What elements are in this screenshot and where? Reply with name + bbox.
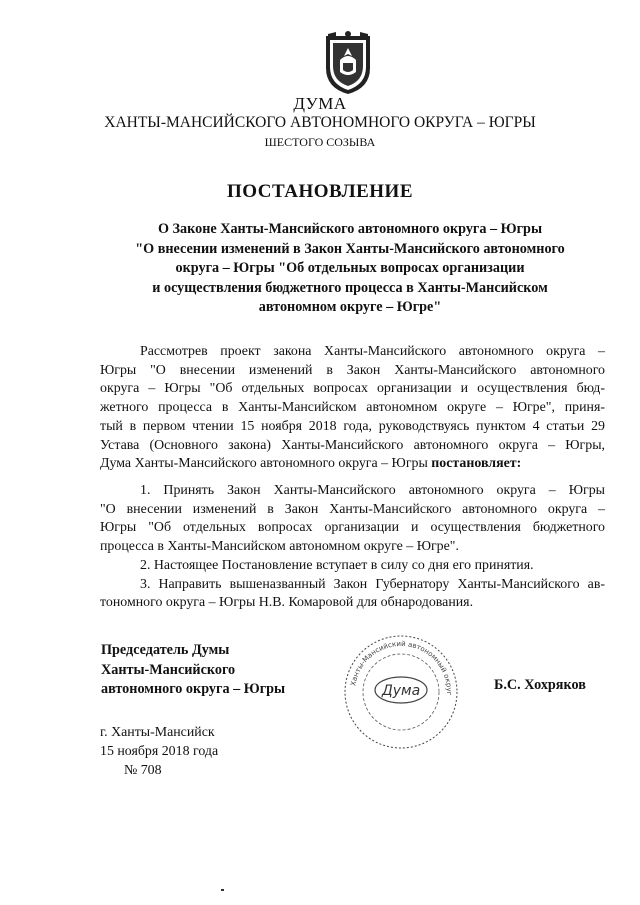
subject-line: автономном округе – Югре" [258,299,442,315]
preamble-line: жетного процесса в Ханты-Мансийском автономном округе – Югре", приня- [100,400,605,416]
place-of-adoption: г. Ханты-Мансийск [100,725,215,740]
decision-item-3-line: 3. Направить вышеназванный Закон Губернатору Ханты-Мансийского ав- [140,576,605,592]
preamble-line: Югры "О внесении изменений в Закон Ханты-Мансийского автономного [100,362,605,378]
scan-speck [221,889,224,891]
preamble-line: Дума Ханты-Мансийского автономного округа – Югры [100,456,428,472]
signer-title-line: автономного округа – Югры [101,681,286,697]
signer-title-line: Ханты-Мансийского [101,661,236,678]
region-name: ХАНТЫ-МАНСИЙСКОГО АВТОНОМНОГО ОКРУГА – ЮГРЫ [104,114,536,131]
resolves-word: постановляет: [431,456,522,472]
decision-item-1-line: 1. Принять Закон Ханты-Мансийского автономного округа – Югры [140,483,605,498]
subject-line: и осуществления бюджетного процесса в Ханты-Мансийском [152,279,548,296]
document-number: № 708 [124,763,162,779]
preamble-line: тый в первом чтении 15 ноября 2018 года, руководствуясь пунктом 4 статьи 29 [100,418,605,434]
preamble-line: округа – Югры "Об отдельных вопросах организации и осуществления бюд- [100,381,605,397]
date-of-adoption: 15 ноября 2018 года [100,744,219,760]
decision-item-1-line: Югры "Об отдельных вопросах организации и осуществления бюджетного [100,520,605,536]
document-subject [110,220,590,318]
signer-name: Б.С. Хохряков [494,677,586,693]
coat-of-arms-emblem-icon [322,30,374,96]
decision-item-1-line: процесса в Ханты-Мансийском автономном округе – Югре". [100,539,459,555]
convocation: ШЕСТОГО СОЗЫВА [264,135,376,149]
subject-line: округа – Югры "Об отдельных вопросах организации [175,260,525,276]
decision-item-2: 2. Настоящее Постановление вступает в силу со дня его принятия. [140,557,534,573]
organization-name: ДУМА [293,94,347,113]
preamble-line: Устава (Основного закона) Ханты-Мансийского автономного округа – Югры, [100,437,605,453]
preamble-line: Рассмотрев проект закона Ханты-Мансийского автономного округа – [140,344,605,359]
preamble-last-line [100,455,605,474]
stamp-center-text: Дума [381,683,421,699]
document-footer [100,723,218,781]
subject-line: "О внесении изменений в Закон Ханты-Мансийского автономного [135,240,565,257]
decisions-block [100,482,605,613]
signer-title-line: Председатель Думы [101,642,230,658]
stamp-ring-text: Ханты-Мансийский автономный округ [349,639,454,696]
decision-item-3-line: тономного округа – Югры Н.В. Комаровой для обнародования. [100,595,474,611]
official-stamp [338,632,464,752]
decision-item-1-line: "О внесении изменений в Закон Ханты-Мансийского автономного округа – [100,501,605,517]
preamble-paragraph [100,343,605,474]
document-type-title: ПОСТАНОВЛЕНИЕ [226,181,414,202]
signer-title [101,641,285,700]
subject-line: О Законе Ханты-Мансийского автономного округа – Югры [157,221,543,237]
